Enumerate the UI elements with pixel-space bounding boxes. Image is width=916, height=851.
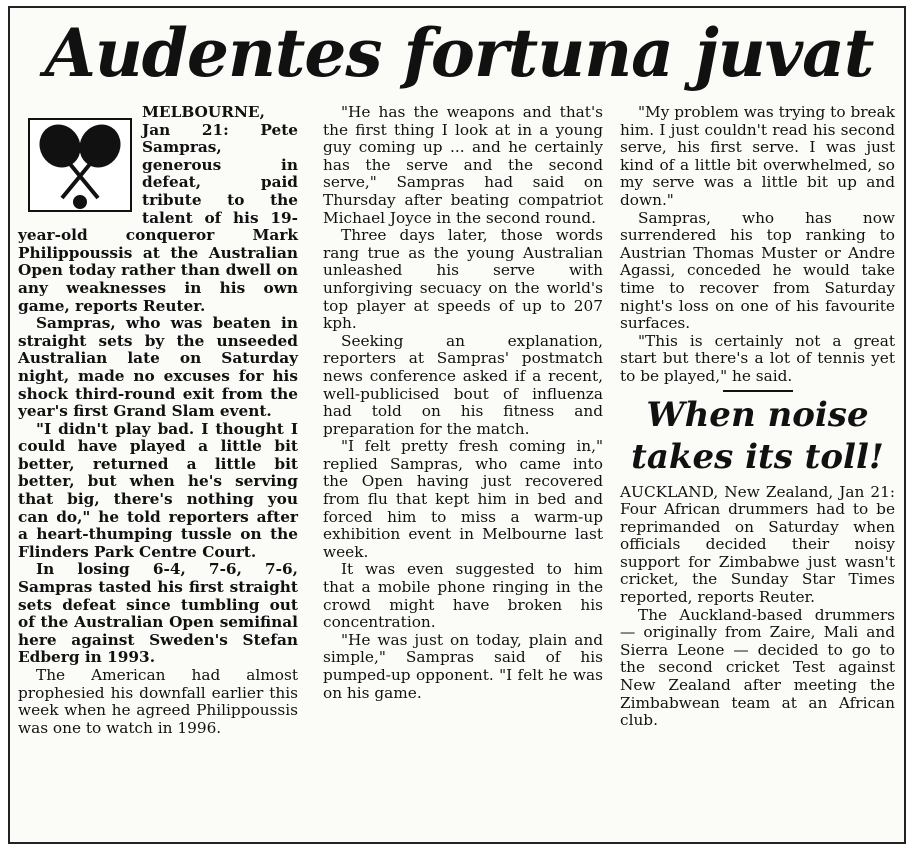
column-1	[18, 104, 298, 737]
lead-text: Pete Sampras, generous in defeat, paid tribute to the talent of his 19-year-old conqueror Mark Philippoussis at the Australian Open today rather than dwell on any weaknesses in his own game, reports Reuter.	[18, 120, 299, 315]
article-paragraph: "I didn't play bad. I thought I could have played a little bit better, returned a little bit better, but when he's serving that big, there's nothing you can do," he told reporters after a heart-thumping tussle on the Flinders Park Centre Court.	[18, 419, 298, 561]
tennis-logo-graphic	[30, 120, 130, 210]
article-paragraph: "My problem was trying to break him. I just couldn't read his second serve, his first serve. I was just kind of a little bit overwhelmed, so my serve was a little bit up and down."	[620, 103, 895, 209]
article-paragraph: The Auckland-based drummers — originally from Zaire, Mali and Sierra Leone — decided to go to the second cricket Test against New Zealand after meeting the Zimbabwean team at an African club.	[620, 605, 895, 730]
article-paragraph: "This is certainly not a great start but there's a lot of tennis yet to be played," he said.	[620, 331, 895, 385]
second-story-headline: When noise takes its toll!	[631, 394, 884, 477]
article-paragraph: It was even suggested to him that a mobile phone ringing in the crowd might have broken his concentration.	[323, 560, 603, 632]
article-paragraph: AUCKLAND, New Zealand, Jan 21: Four African drummers had to be reprimanded on Saturday when officials decided their noisy support for Zimbabwe just wasn't cricket, the Sunday Star Times reported, reports Reuter.	[620, 482, 895, 607]
headline: Audentes fortuna juvat	[44, 14, 874, 92]
column-3	[620, 104, 895, 730]
crossed-tennis-rackets-icon	[28, 118, 132, 212]
article-paragraph: Seeking an explanation, reporters at Sampras' postmatch news conference asked if a recent, well-publicised bout of influenza had told on his fitness and preparation for the match.	[323, 331, 603, 438]
article-paragraph: Three days later, those words rang true as the young Australian unleashed his serve with unforgiving secuacy on the world's top player at speeds of up to 207 kph.	[323, 226, 603, 333]
story-divider	[723, 390, 793, 392]
column-2	[323, 104, 603, 702]
article-paragraph: In losing 6-4, 7-6, 7-6, Sampras tasted his first straight sets defeat since tumbling out of the Australian Open semifinal here against Sweden's Stefan Edberg in 1993.	[18, 560, 298, 667]
newspaper-clipping	[8, 6, 906, 844]
article-paragraph: "He has the weapons and that's the first thing I look at in a young guy coming up ... and he certainly has the serve and the second serve," Sampras had said on Thursday after beating compatriot Michael Joyce in the second round.	[323, 103, 603, 227]
dateline: MELBOURNE, Jan 21:	[142, 103, 265, 139]
article-paragraph: "He was just on today, plain and simple," Sampras said of his pumped-up opponent. "I felt he was on his game.	[323, 630, 603, 702]
article-paragraph: Sampras, who was beaten in straight sets by the unseeded Australian late on Saturday night, made no excuses for his shock third-round exit from the year's first Grand Slam event.	[18, 314, 298, 421]
article-paragraph: The American had almost prophesied his downfall earlier this week when he agreed Philippoussis was one to watch in 1996.	[18, 666, 298, 737]
article-paragraph: "I felt pretty fresh coming in," replied Sampras, who came into the Open having just recovered from flu that kept him in bed and forced him to miss a warm-up exhibition event in Melbourne last week.	[323, 437, 603, 561]
article-paragraph: Sampras, who has now surrendered his top ranking to Austrian Thomas Muster or Andre Agassi, conceded he would take time to recover from Saturday night's loss on one of his favourite surfaces.	[620, 208, 895, 333]
